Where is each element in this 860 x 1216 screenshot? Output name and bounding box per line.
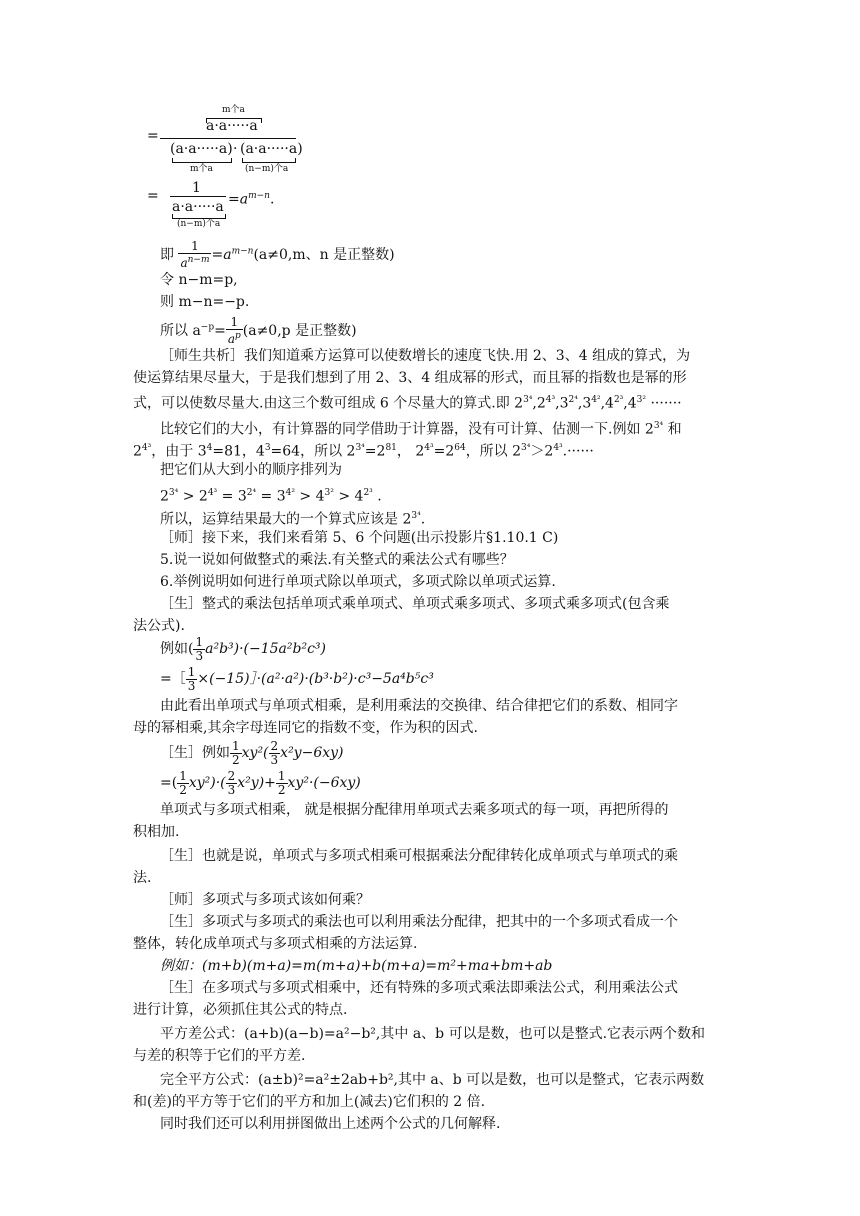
example2b-fraction-2: $\frac{2}{3}$ [227, 768, 236, 797]
para2-line2: $2^{4^3}$，由于 $3^4=81$，$4^3=64$，所以 $2^{3^4}=2^{81}$， $2^{4^3}=2^{64}$，所以 $2^{3^4}>2^{4^3}.\cdot\cdot\cdot\cdot\cdot\cdot$ [133, 443, 594, 460]
para13-line1: 平方差公式：(a+b)(a−b)=a²−b²,其中 a、b 可以是数，也可以是整式.它表示两个数和 [160, 1026, 706, 1042]
eq-sign-2: = [147, 188, 159, 204]
para8-line1: 单项式与多项式相乘， 就是根据分配律用单项式去乘多项式的每一项，再把所得的 [160, 802, 669, 818]
para2-line1: 比较它们的大小，有计算器的同学借助于计算器，没有可计算、估测一下.例如 $2^{3^4}$ 和 [160, 421, 682, 438]
example2-expansion: =( $\frac{1}{2}$ xy²)·( $\frac{2}{3}$ x²y)+ $\frac{1}{2}$ xy²·(−6xy) [160, 768, 361, 797]
line6-fraction: $\frac{1}{a^p}$ [227, 315, 241, 346]
line2-result: $=a^{m-n}$. [228, 191, 275, 208]
para3: 把它们从大到小的顺序排列为 [160, 462, 342, 478]
left-brace-label: m个a [190, 164, 213, 174]
para7-line1: 由此看出单项式与单项式相乘，是利用乘法的交换律、结合律把它们的系数、相同字 [160, 698, 678, 714]
top-brace-label: m个a [222, 105, 245, 115]
example1b-fraction: $\frac{1}{3}$ [187, 664, 196, 693]
para13-line2: 与差的积等于它们的平方差. [133, 1048, 306, 1064]
question-6: 6.举例说明如何进行单项式除以单项式，多项式除以单项式运算. [160, 574, 556, 590]
line5: 则 m−n=−p. [160, 294, 250, 310]
para8-line2: 积相加. [133, 824, 180, 840]
para1-line1: ［师生共析］我们知道乘方运算可以使数增长的速度飞快.用 2、3、4 组成的算式，为 [160, 348, 691, 364]
line6: 所以 $a^{-p}=$ $\frac{1}{a^p}$ (a≠0,p 是正整数) [160, 315, 357, 346]
numerator-product: a·a·····a [206, 118, 258, 134]
example2-fraction-1: $\frac{1}{2}$ [232, 738, 240, 767]
line3-fraction: $\frac{1}{a^{n-m}}$ [180, 239, 210, 270]
para10: ［师］多项式与多项式该如何乘？ [160, 892, 370, 908]
para4: 所以，运算结果最大的一个算式应该是 $2^{3^4}$. [160, 511, 426, 528]
line2-denominator: a·a·····a [172, 199, 224, 215]
example1: 例如( $\frac{1}{3}$ a²b³)·(−15a²b²c³) [160, 634, 327, 663]
para5: ［师］接下来，我们来看第 5、6 个问题(出示投影片§1.10.1 C) [160, 530, 559, 546]
para14-line2: 和(差)的平方等于它们的平方和加上(减去)它们积的 2 倍. [133, 1094, 486, 1110]
line2-brace-label: (n−m)个a [177, 219, 221, 229]
para9-line1: ［生］也就是说，单项式与多项式相乘可根据乘法分配律转化成单项式与单项式的乘 [160, 848, 678, 864]
example1-fraction: $\frac{1}{3}$ [195, 634, 204, 663]
denominator-left: (a·a·····a) [170, 141, 233, 157]
example3: 例如：(m+b)(m+a)=m(m+a)+b(m+a)=m²+ma+bm+ab [160, 958, 553, 974]
para6-line1: ［生］整式的乘法包括单项式乘单项式、单项式乘多项式、多项式乘多项式(包含乘 [160, 596, 670, 612]
denominator-dot: · [233, 141, 238, 157]
line3: 即 $\frac{1}{a^{n-m}}$ $=a^{m-n}(a\ne 0,m$、n 是正整数) [160, 239, 395, 270]
example2: ［生］例如 $\frac{1}{2}$ xy²( $\frac{2}{3}$ x²y−6xy) [160, 738, 344, 767]
para11-line2: 整体，转化成单项式与多项式相乘的方法运算. [133, 936, 418, 952]
right-brace-label: (n−m)个a [245, 164, 289, 174]
example2b-fraction-3: $\frac{1}{2}$ [277, 768, 286, 797]
para11-line1: ［生］多项式与多项式的乘法也可以利用乘法分配律，把其中的一个多项式看成一个 [160, 914, 678, 930]
para15: 同时我们还可以利用拼图做出上述两个公式的几何解释. [160, 1116, 501, 1132]
example2b-fraction-1: $\frac{1}{2}$ [179, 768, 187, 797]
denominator-right: (a·a·····a) [240, 141, 303, 157]
para12-line1: ［生］在多项式与多项式相乘中，还有特殊的多项式乘法即乘法公式，利用乘法公式 [160, 980, 678, 996]
para6-line2: 法公式). [133, 618, 185, 634]
para14-line1: 完全平方公式：(a±b)²=a²±2ab+b²,其中 a、b 可以是数，也可以是整式，它表示两数 [160, 1072, 705, 1088]
eq-sign-1: = [147, 128, 159, 144]
para9-line2: 法. [133, 870, 152, 886]
para12-line2: 进行计算，必须抓住其公式的特点. [133, 1002, 348, 1018]
para1-line2: 使运算结果尽量大，于是我们想到了用 2、3、4 组成幂的形式，而且幂的指数也是幂的形 [133, 370, 687, 386]
line4: 令 n−m=p, [160, 272, 238, 288]
para7-line2: 母的幂相乘,其余字母连同它的指数不变，作为积的因式. [133, 720, 478, 736]
example1-expansion: =［ $\frac{1}{3}$ ×(−15)］·(a²·a²)·(b³·b²)·c³−5a⁴b⁵c³ [160, 664, 434, 693]
line2-numerator: 1 [192, 180, 201, 196]
order-line: $2^{3^4} > 2^{4^3} = 3^{2^4} = 3^{4^2} > 4^{3^2} > 4^{2^3}$ . [160, 488, 382, 505]
para1-line3: 式，可以使数尽量大.由这三个数可组成 6 个尽量大的算式.即 $2^{3^4},2^{4^3},3^{2^4},3^{4^2},4^{2^3},4^{3^2}$ ······· [133, 395, 682, 412]
example2-fraction-2: $\frac{2}{3}$ [270, 738, 279, 767]
question-5: 5.说一说如何做整式的乘法.有关整式的乘法公式有哪些？ [160, 552, 514, 568]
